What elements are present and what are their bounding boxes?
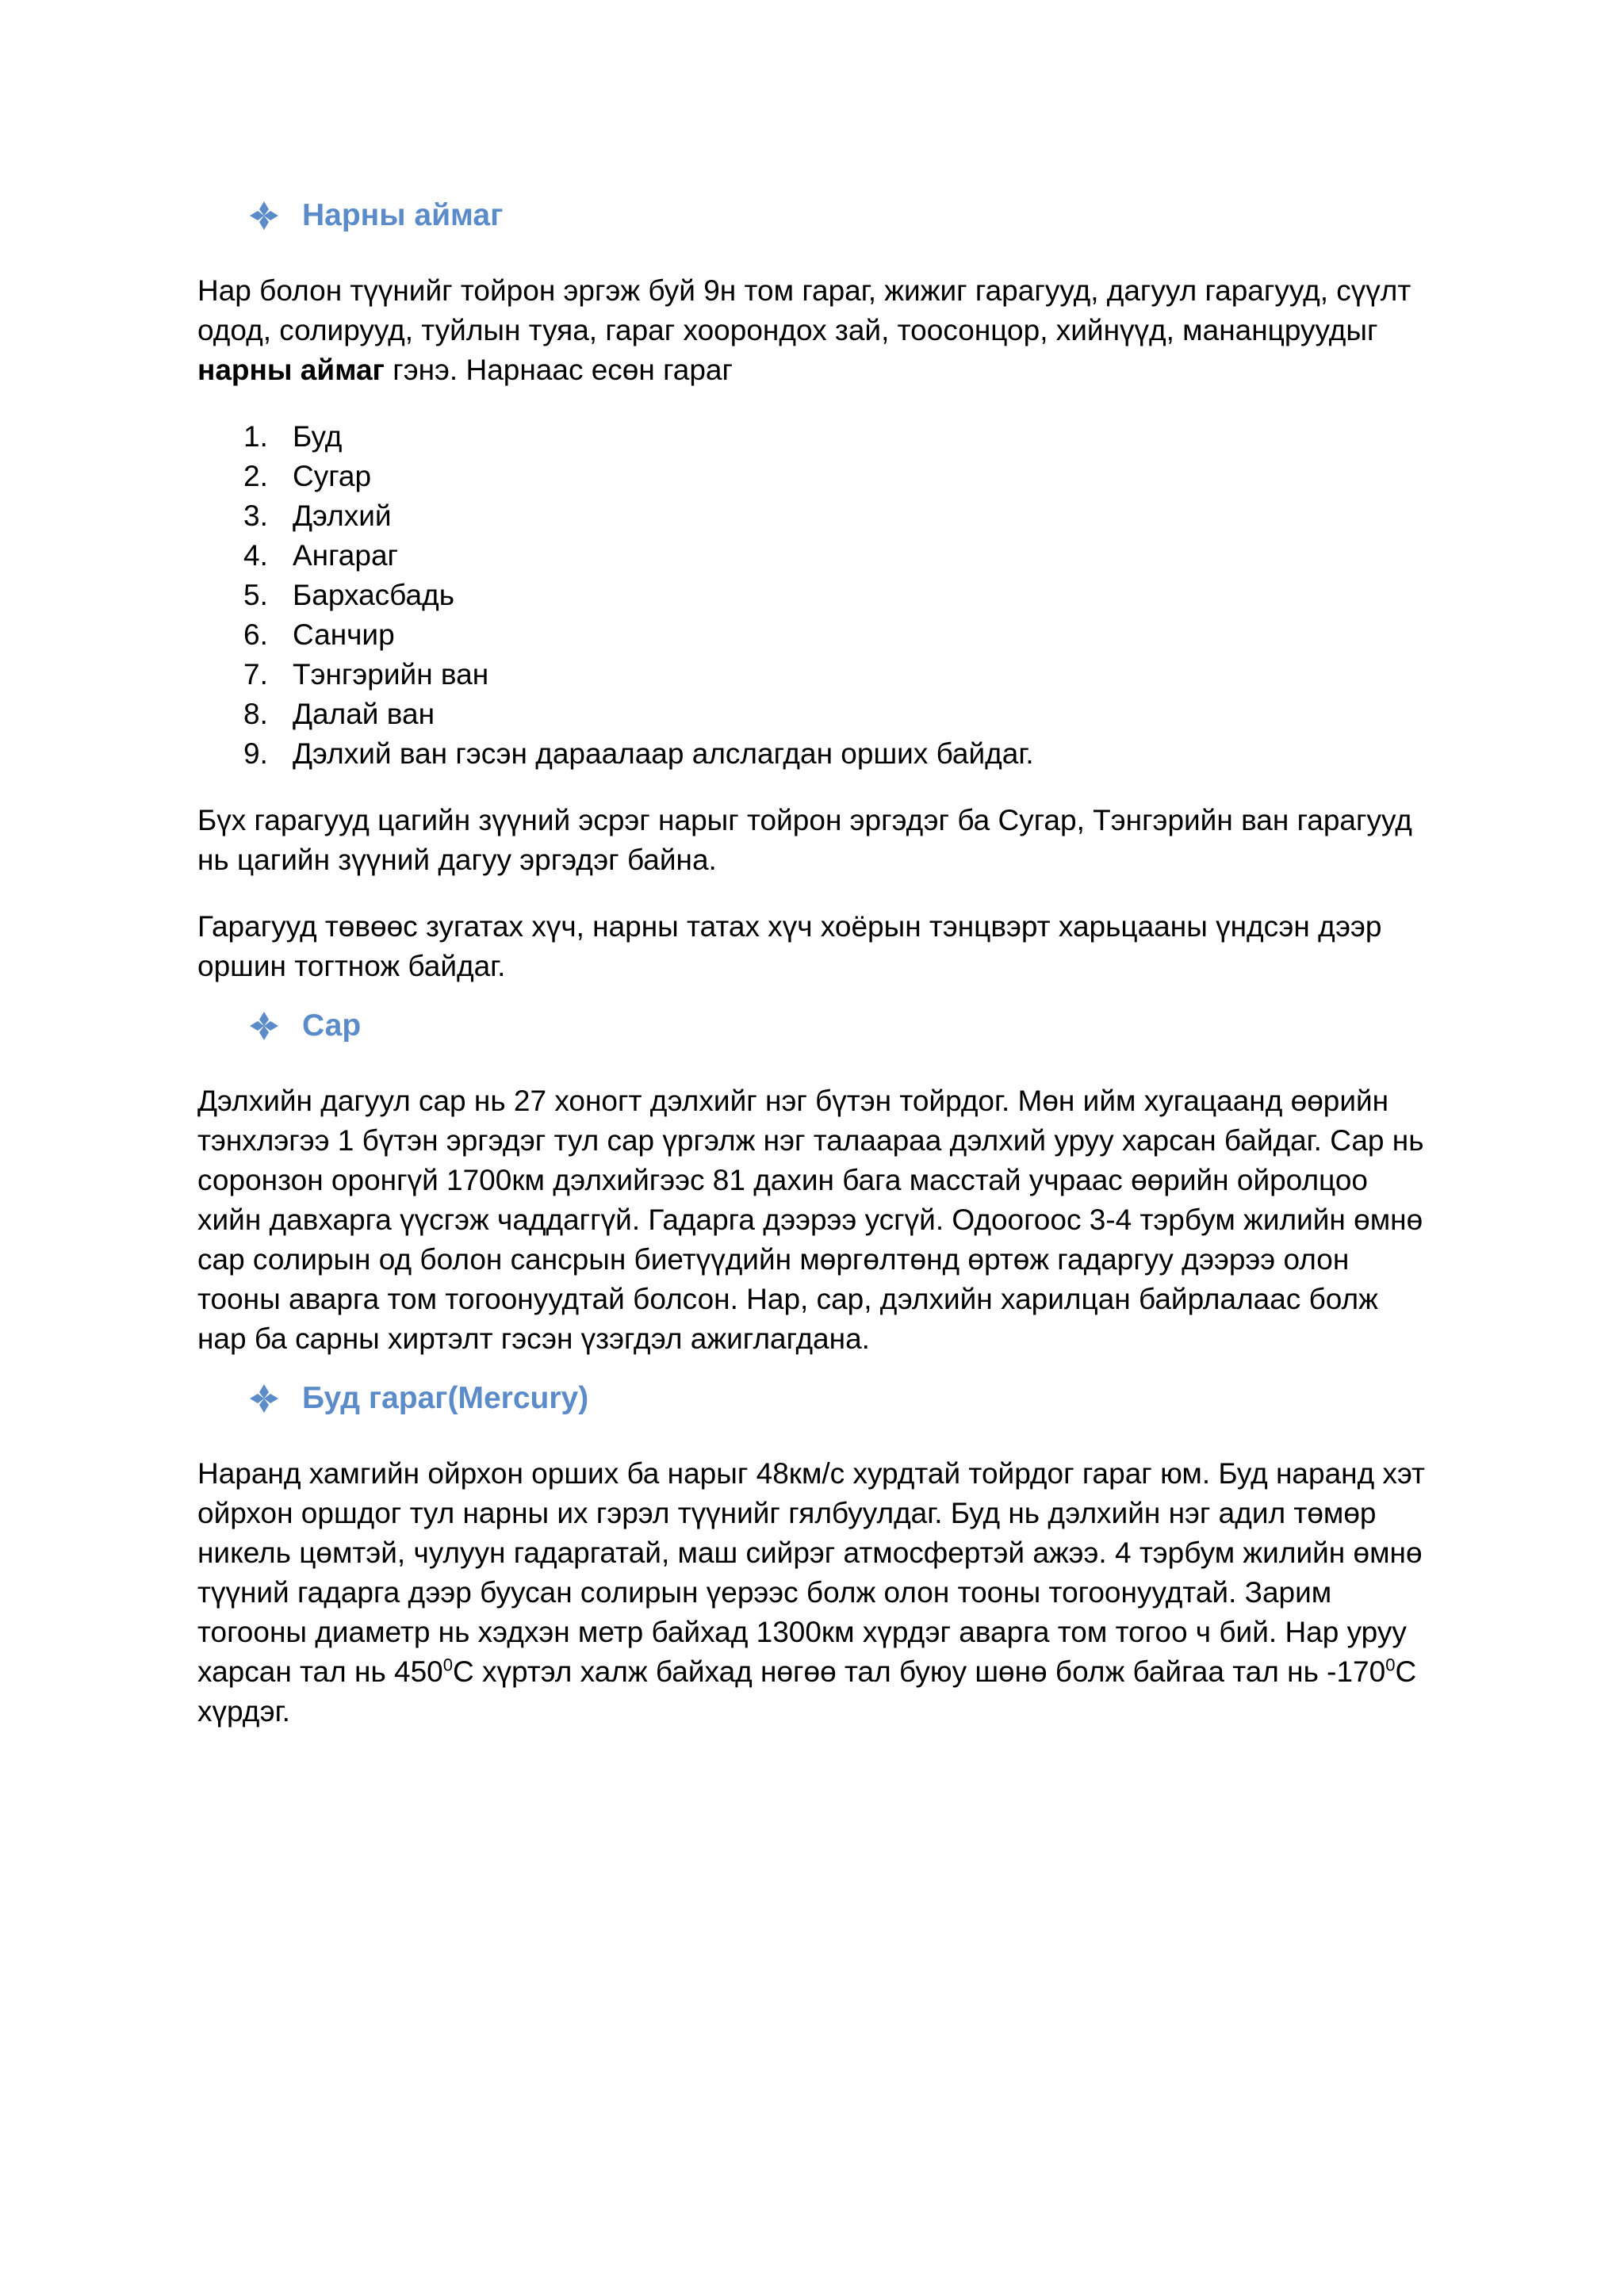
list-item-number: 8.	[243, 698, 268, 730]
degree-superscript: 0	[1385, 1655, 1396, 1675]
list-item	[243, 734, 1434, 774]
list-item-number: 9.	[243, 737, 268, 770]
four-diamond-bullet-icon	[248, 200, 280, 232]
intro-text-end: гэнэ. Нарнаас есөн гараг	[384, 354, 733, 386]
mercury-text-2: С хүртэл халж байхад нөгөө тал буюу шөнө болж байгаа тал нь -170	[452, 1655, 1386, 1688]
solar-intro-paragraph	[197, 271, 1434, 390]
section-heading-mercury	[248, 1364, 1434, 1433]
list-item	[243, 496, 1434, 536]
list-item	[243, 615, 1434, 655]
list-item	[243, 576, 1434, 615]
list-item-label: Ангараг	[293, 539, 399, 572]
list-item-number: 7.	[243, 658, 268, 691]
list-item	[243, 417, 1434, 457]
planet-list	[243, 417, 1434, 774]
four-diamond-bullet-icon	[248, 1010, 280, 1042]
balance-paragraph: Гарагууд төвөөс зугатах хүч, нарны татах хүч хоёрын тэнцвэрт харьцааны үндсэн дээр оршин тогтнож байдаг.	[197, 910, 1382, 982]
list-item-number: 1.	[243, 420, 268, 453]
list-item-number: 2.	[243, 460, 268, 492]
heading-text: Сар	[302, 1008, 362, 1043]
heading-text: Нарны аймаг	[302, 198, 504, 232]
list-item-label: Буд	[293, 420, 343, 453]
intro-bold-term: нарны аймаг	[197, 354, 385, 386]
list-item-number: 6.	[243, 618, 268, 651]
intro-text: Нар болон түүнийг тойрон эргэж буй 9н том гараг, жижиг гарагууд, дагуул гарагууд, сүүлт одод, солирууд, туйлын туяа, гараг хоорондох зай, тоосонцор, хийнүүд, мананцруудыг	[197, 274, 1411, 346]
list-item-label: Тэнгэрийн ван	[293, 658, 489, 691]
list-item-number: 5.	[243, 579, 268, 611]
moon-paragraph: Дэлхийн дагуул сар нь 27 хоногт дэлхийг нэг бүтэн тойрдог. Мөн ийм хугацаанд өөрийн тэнхлэгээ 1 бүтэн эргэдэг тул сар үргэлж нэг талаараа дэлхий уруу харсан байдаг. Сар нь соронзон оронгүй 1700км дэлхийгээс 81 дахин бага масстай учраас өөрийн ойролцоо хийн давхарга үүсгэж чаддаггүй. Гадарга дээрээ усгүй. Одоогоос 3-4 тэрбум жилийн өмнө сар солирын од болон сансрын биетүүдийн мөргөлтөнд өртөж гадаргуу дээрээ олон тооны аварга том тогоонуудтай болсон. Нар, сар, дэлхийн харилцан байрлалаас болж нар ба сарны хиртэлт гэсэн үзэгдэл ажиглагдана.	[197, 1085, 1424, 1355]
mercury-text-3: С хүрдэг.	[197, 1655, 1417, 1728]
document-page	[197, 181, 1434, 1732]
list-item-number: 4.	[243, 539, 268, 572]
rotation-paragraph: Бүх гарагууд цагийн зүүний эсрэг нарыг тойрон эргэдэг ба Сугар, Тэнгэрийн ван гарагууд нь цагийн зүүний дагуу эргэдэг байна.	[197, 804, 1412, 876]
degree-superscript: 0	[442, 1655, 453, 1675]
list-item	[243, 536, 1434, 576]
four-diamond-bullet-icon	[248, 1383, 280, 1414]
list-item-label: Дэлхий ван гэсэн дараалаар алслагдан орших байдаг.	[293, 737, 1034, 770]
mercury-paragraph	[197, 1454, 1434, 1732]
mercury-text-1: Наранд хамгийн ойрхон орших ба нарыг 48км/с хурдтай тойрдог гараг юм. Буд наранд хэт ойрхон оршдог тул нарны их гэрэл түүнийг гялбуулдаг. Буд нь дэлхийн нэг адил төмөр никель цөмтэй, чулуун гадаргатай, маш сийрэг атмосфертэй ажээ. 4 тэрбум жилийн өмнө түүний гадарга дээр буусан солирын үерээс болж олон тооны тогоонуудтай. Зарим тогооны диаметр нь хэдхэн метр байхад 1300км хүрдэг аварга том тогоо ч бий. Нар уруу харсан тал нь 450	[197, 1457, 1425, 1688]
heading-text: Буд гараг(Mercury)	[302, 1381, 589, 1415]
list-item	[243, 655, 1434, 695]
list-item	[243, 457, 1434, 496]
list-item-label: Санчир	[293, 618, 395, 651]
list-item-label: Дэлхий	[293, 499, 392, 532]
list-item-label: Бархасбадь	[293, 579, 454, 611]
section-heading-solar-system	[248, 181, 1434, 251]
list-item	[243, 695, 1434, 734]
list-item-number: 3.	[243, 499, 268, 532]
list-item-label: Сугар	[293, 460, 372, 492]
section-heading-moon	[248, 991, 1434, 1061]
list-item-label: Далай ван	[293, 698, 435, 730]
